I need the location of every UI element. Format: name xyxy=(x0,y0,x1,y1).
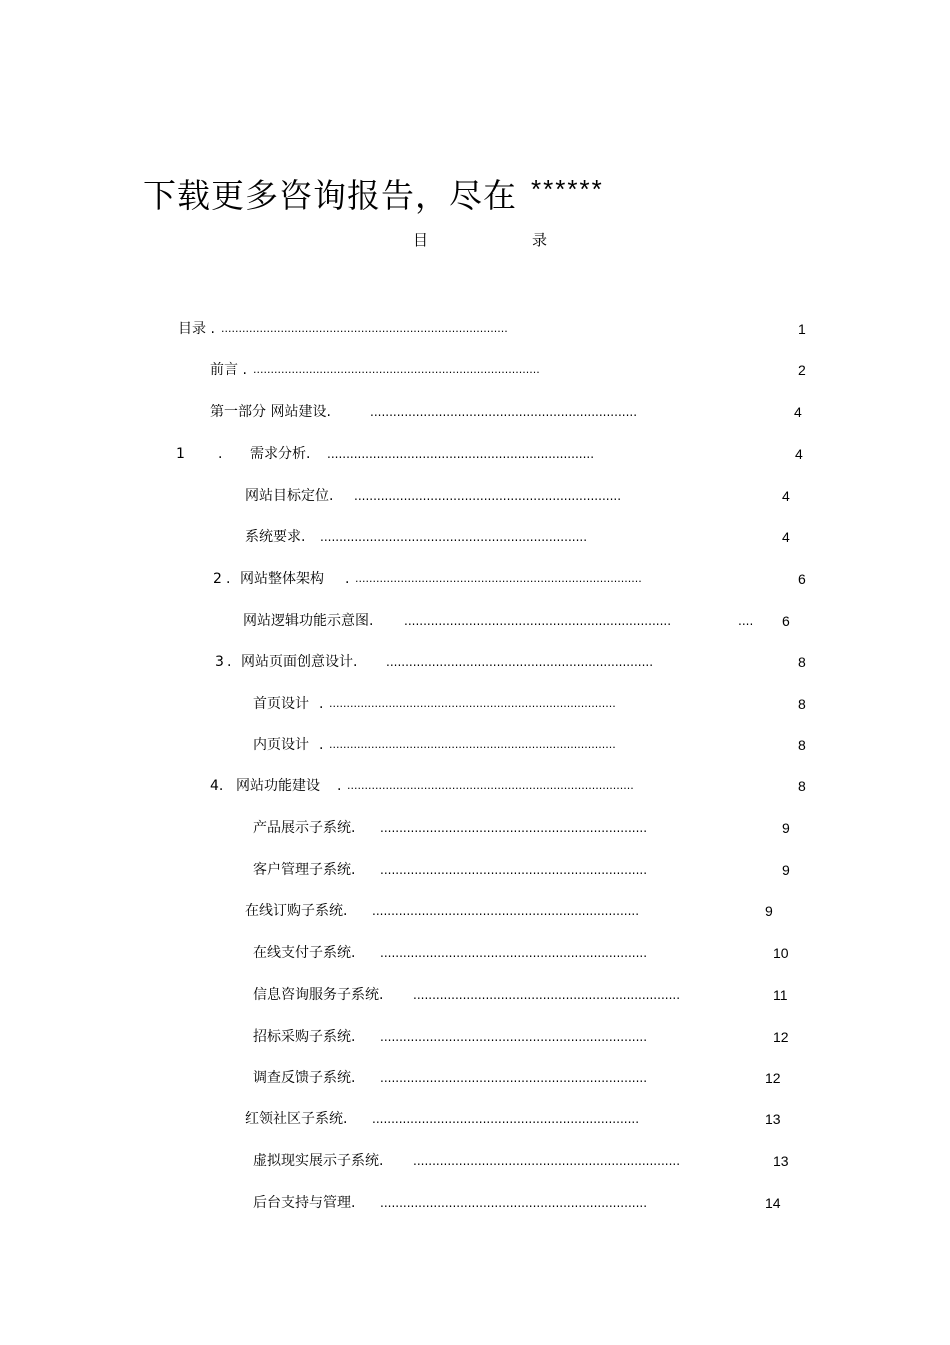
toc-entry-leader: ...................................................................... xyxy=(380,1071,648,1085)
toc-entry-label: 内页设计 xyxy=(253,737,309,753)
toc-entry-page: 8 xyxy=(798,696,806,712)
toc-entry-dot: . xyxy=(345,571,350,587)
toc-entry[interactable] xyxy=(0,944,950,962)
toc-entry-leader: ...................................................................... xyxy=(320,530,588,544)
toc-entry-label: 网站目标定位. xyxy=(245,488,334,504)
toc-entry-leader: ...................................................................... xyxy=(370,405,638,419)
toc-entry-page: 8 xyxy=(798,737,806,753)
toc-entry-number: 4. xyxy=(210,778,224,794)
toc-entry-leader: .................................................................................. xyxy=(355,572,642,585)
toc-heading-char-2: 录 xyxy=(532,231,548,249)
toc-entry-leader: ...................................................................... xyxy=(386,655,654,669)
toc-entry-leader: ...................................................................... xyxy=(380,821,648,835)
toc-entry-page: 9 xyxy=(782,820,790,836)
toc-entry[interactable] xyxy=(0,777,950,795)
toc-entry-page: 2 xyxy=(798,362,806,378)
toc-entry-label: 前言 . xyxy=(210,362,247,378)
toc-entry[interactable] xyxy=(0,1110,950,1128)
toc-entry-number: 3 xyxy=(215,654,224,670)
toc-entry-leader: ...................................................................... xyxy=(372,904,640,918)
toc-entry[interactable] xyxy=(0,612,950,630)
toc-entry-label: 产品展示子系统. xyxy=(253,820,356,836)
toc-entry-page: 4 xyxy=(782,488,790,504)
toc-entry-leader: .................................................................................. xyxy=(253,363,540,376)
toc-entry-label: 在线订购子系统. xyxy=(245,903,348,919)
toc-entry-page: 12 xyxy=(765,1070,781,1086)
toc-entry-dot: . xyxy=(319,737,324,753)
toc-entry-label: 红领社区子系统. xyxy=(245,1111,348,1127)
toc-entry-page: 13 xyxy=(773,1153,789,1169)
toc-entry-leader: .................................................................................. xyxy=(347,779,634,792)
toc-entry-leader: ...................................................................... xyxy=(413,1154,681,1168)
toc-entry-page: 13 xyxy=(765,1111,781,1127)
toc-entry-leader-tail: .... xyxy=(738,614,754,628)
toc-entry-leader: ...................................................................... xyxy=(372,1112,640,1126)
toc-entry-page: 4 xyxy=(795,446,803,462)
toc-entry-label: 第一部分 网站建设. xyxy=(210,404,331,420)
toc-entry-leader: .................................................................................. xyxy=(329,738,616,751)
toc-entry-page: 9 xyxy=(765,903,773,919)
toc-entry[interactable] xyxy=(0,902,950,920)
toc-entry-leader: ...................................................................... xyxy=(404,614,672,628)
toc-entry-leader: ...................................................................... xyxy=(380,863,648,877)
toc-entry-label: 系统要求. xyxy=(245,529,306,545)
toc-entry-leader: ...................................................................... xyxy=(354,489,622,503)
toc-entry-page: 4 xyxy=(794,404,802,420)
toc-entry-leader: .................................................................................. xyxy=(221,322,508,335)
toc-entry-separator: . xyxy=(227,654,232,670)
toc-entry-label: 网站页面创意设计. xyxy=(241,654,358,670)
toc-entry[interactable] xyxy=(0,320,950,338)
toc-entry-label: 需求分析. xyxy=(250,446,311,462)
toc-entry-label: 网站逻辑功能示意图. xyxy=(243,613,374,629)
toc-entry[interactable] xyxy=(0,403,950,421)
toc-entry[interactable] xyxy=(0,986,950,1004)
toc-entry-label: 信息咨询服务子系统. xyxy=(253,987,384,1003)
toc-entry-dot: . xyxy=(319,696,324,712)
toc-entry[interactable] xyxy=(0,861,950,879)
document-banner xyxy=(143,170,604,217)
toc-entry-label: 后台支持与管理. xyxy=(253,1195,356,1211)
toc-heading-char-1: 目 xyxy=(413,231,429,249)
toc-entry-page: 6 xyxy=(798,571,806,587)
toc-entry-page: 12 xyxy=(773,1029,789,1045)
toc-entry-label: 在线支付子系统. xyxy=(253,945,356,961)
toc-entry-leader: .................................................................................. xyxy=(329,697,616,710)
toc-entry-page: 11 xyxy=(773,987,788,1003)
toc-entry[interactable] xyxy=(0,1028,950,1046)
toc-entry-page: 10 xyxy=(773,945,789,961)
banner-text: 下载更多咨询报告，尽在 xyxy=(143,176,517,215)
toc-entry-number: 2 xyxy=(213,571,222,587)
toc-entry[interactable] xyxy=(0,695,950,713)
toc-entry-label: 虚拟现实展示子系统. xyxy=(253,1153,384,1169)
toc-entry[interactable] xyxy=(0,819,950,837)
toc-entry-label: 调查反馈子系统. xyxy=(253,1070,356,1086)
toc-entry[interactable] xyxy=(0,528,950,546)
toc-entry-label: 客户管理子系统. xyxy=(253,862,356,878)
toc-entry-label: 招标采购子系统. xyxy=(253,1029,356,1045)
toc-entry-page: 8 xyxy=(798,654,806,670)
toc-entry-leader: ...................................................................... xyxy=(380,1196,648,1210)
toc-entry[interactable] xyxy=(0,361,950,379)
toc-entry[interactable] xyxy=(0,445,950,463)
toc-entry-separator: . xyxy=(226,571,231,587)
toc-entry-page: 1 xyxy=(798,321,806,337)
toc-entry-label: 目录 . xyxy=(178,321,215,337)
banner-stars: ****** xyxy=(531,174,604,204)
toc-entry-leader: ...................................................................... xyxy=(380,1030,648,1044)
toc-entry-page: 9 xyxy=(782,862,790,878)
toc-entry[interactable] xyxy=(0,1194,950,1212)
toc-entry-label: 首页设计 xyxy=(253,696,309,712)
toc-entry-leader: ...................................................................... xyxy=(413,988,681,1002)
toc-entry[interactable] xyxy=(0,736,950,754)
toc-entry[interactable] xyxy=(0,653,950,671)
toc-entry-page: 6 xyxy=(782,613,790,629)
toc-entry-page: 8 xyxy=(798,778,806,794)
toc-entry-label: 网站整体架构 xyxy=(240,571,324,587)
toc-entry[interactable] xyxy=(0,1152,950,1170)
toc-entry[interactable] xyxy=(0,570,950,588)
toc-entry-label: 网站功能建设 xyxy=(236,778,320,794)
toc-entry-number: 1 xyxy=(176,446,185,462)
toc-entry-page: 14 xyxy=(765,1195,781,1211)
toc-entry-page: 4 xyxy=(782,529,790,545)
toc-entry-dot: . xyxy=(337,778,342,794)
toc-entry-leader: ...................................................................... xyxy=(327,447,595,461)
toc-entry[interactable] xyxy=(0,1069,950,1087)
toc-entry-leader: ...................................................................... xyxy=(380,946,648,960)
toc-entry-separator: . xyxy=(218,446,223,462)
toc-entry[interactable] xyxy=(0,487,950,505)
